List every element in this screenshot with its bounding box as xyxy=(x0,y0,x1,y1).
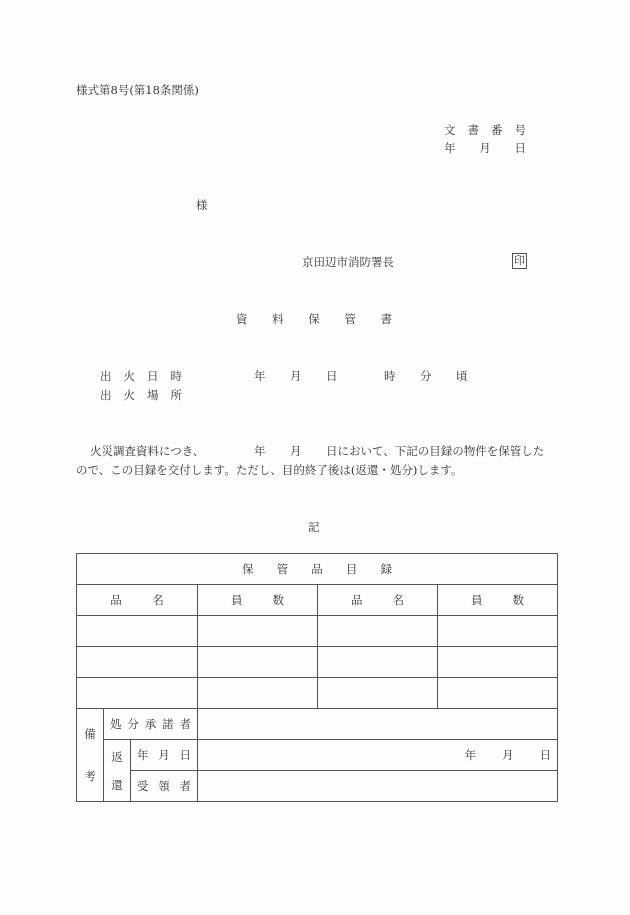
return-date-label: 年 月 日 xyxy=(131,740,198,771)
char: 火 xyxy=(123,369,135,383)
char: 料 xyxy=(272,312,284,326)
table-row xyxy=(77,678,558,709)
char: 書 xyxy=(467,123,479,137)
char: 文 xyxy=(444,123,456,137)
char: 品 xyxy=(311,562,323,576)
year-unit: 年 xyxy=(254,369,266,383)
char: 保 xyxy=(308,312,320,326)
fire-date-label xyxy=(100,368,182,384)
quantity-cell[interactable] xyxy=(438,678,558,709)
char: 号 xyxy=(514,123,526,137)
char: 時 xyxy=(170,369,182,383)
document-date xyxy=(444,140,526,156)
item-name-cell[interactable] xyxy=(318,647,438,678)
quantity-cell[interactable] xyxy=(438,616,558,647)
storage-items-table xyxy=(76,553,558,802)
char: 場 xyxy=(147,388,159,402)
char: 出 xyxy=(100,388,112,402)
disposal-consent-label: 処 分 承 諾 者 xyxy=(104,709,198,740)
day-unit: 日 xyxy=(326,369,338,383)
char: 番 xyxy=(491,123,503,137)
table-row xyxy=(77,647,558,678)
seal-mark: 印 xyxy=(514,254,525,267)
char: 書 xyxy=(380,312,392,326)
approx-unit: 頃 xyxy=(456,369,468,383)
item-name-cell[interactable] xyxy=(318,678,438,709)
minute-unit: 分 xyxy=(420,369,432,383)
table-row xyxy=(77,616,558,647)
body-text: 日において、下記の目録の物件を保管した xyxy=(326,444,545,458)
char: 火 xyxy=(123,388,135,402)
col-header-item-name: 品 名 xyxy=(318,585,438,616)
table-title xyxy=(77,554,558,585)
char: 管 xyxy=(344,312,356,326)
quantity-cell[interactable] xyxy=(438,647,558,678)
receiver-field[interactable] xyxy=(198,771,558,802)
body-text: ので、この目録を交付します。ただし、目的終了後は(返還・処分)します。 xyxy=(76,463,463,477)
col-header-quantity: 員 数 xyxy=(198,585,318,616)
return-date-field[interactable]: 年 月 日 xyxy=(198,740,558,771)
addressee-suffix: 様 xyxy=(196,198,208,212)
char: 所 xyxy=(170,388,182,402)
table-header-row xyxy=(77,585,558,616)
char: 管 xyxy=(276,562,289,576)
char: 月 xyxy=(479,141,491,155)
char: 保 xyxy=(242,562,254,576)
char: 日 xyxy=(147,369,159,383)
col-header-item-name: 品 名 xyxy=(77,585,198,616)
char: 資 xyxy=(236,312,248,326)
document-title xyxy=(236,311,392,327)
item-name-cell[interactable] xyxy=(77,647,198,678)
document-number-label xyxy=(444,122,526,138)
remarks-label: 備 考 xyxy=(77,709,104,802)
month-unit: 月 xyxy=(290,369,302,383)
body-year: 年 xyxy=(254,444,266,458)
quantity-cell[interactable] xyxy=(198,616,318,647)
body-month: 月 xyxy=(290,444,302,458)
char: 日 xyxy=(514,141,526,155)
body-text: 火災調査資料につき、 xyxy=(90,444,205,458)
receiver-label: 受 領 者 xyxy=(131,771,198,802)
item-name-cell[interactable] xyxy=(77,678,198,709)
item-name-cell[interactable] xyxy=(77,616,198,647)
form-number: 様式第8号(第18条関係) xyxy=(76,83,199,97)
ki-heading: 記 xyxy=(308,520,320,534)
char: 年 xyxy=(444,141,456,155)
issuer-name: 京田辺市消防署長 xyxy=(302,255,394,269)
fire-place-label xyxy=(100,387,182,403)
char: 目 xyxy=(345,562,358,576)
item-name-cell[interactable] xyxy=(318,616,438,647)
return-label: 返 還 xyxy=(104,740,131,802)
hour-unit: 時 xyxy=(384,369,396,383)
char: 出 xyxy=(100,369,112,383)
quantity-cell[interactable] xyxy=(198,678,318,709)
quantity-cell[interactable] xyxy=(198,647,318,678)
col-header-quantity: 員 数 xyxy=(438,585,558,616)
char: 録 xyxy=(380,562,393,576)
disposal-consent-field[interactable] xyxy=(198,709,558,740)
